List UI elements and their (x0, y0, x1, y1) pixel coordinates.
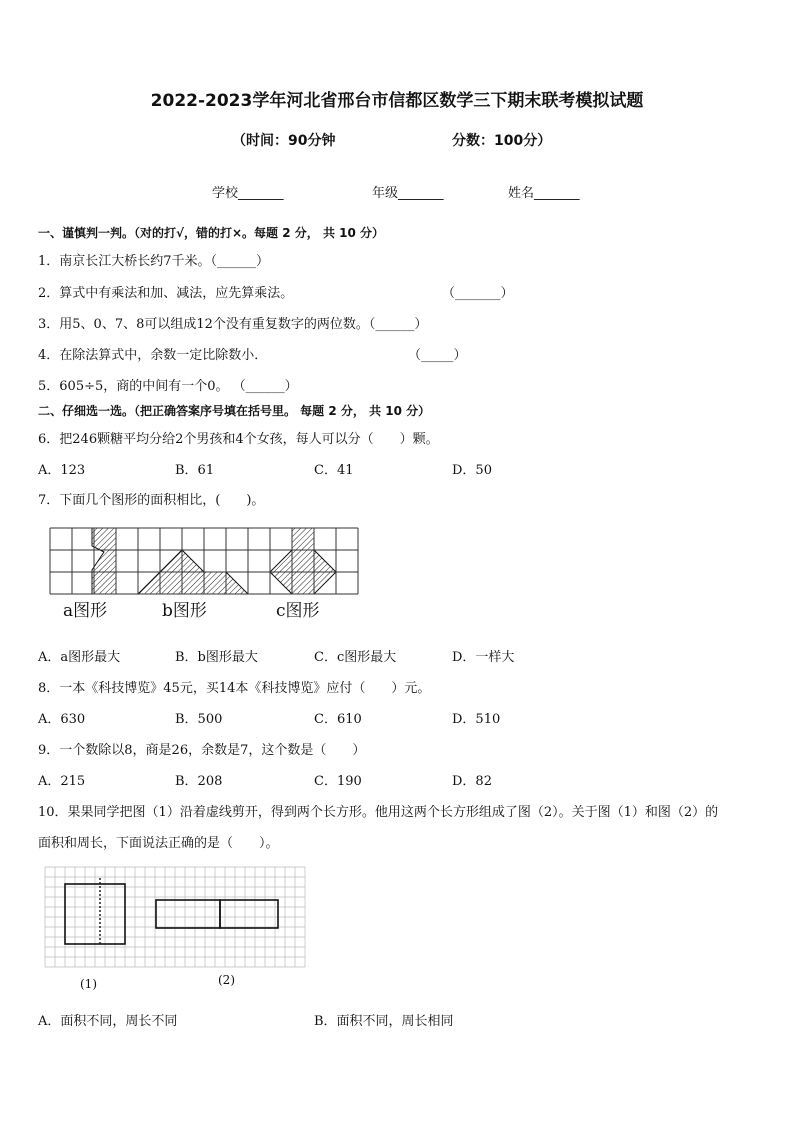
grade-field: 年级_______ (372, 186, 444, 201)
exam-time: （时间：90分钟 (232, 133, 336, 149)
shape-a (92, 528, 116, 594)
q6-option-d: D．50 (452, 463, 492, 478)
q6-option-a: A．123 (38, 463, 86, 478)
q10-option-b: B．面积不同，周长相同 (314, 1014, 454, 1029)
question-3: 3．用5、0、7、8可以组成12个没有重复数字的两位数。（______） (38, 317, 428, 332)
q9-option-b: B．208 (175, 774, 223, 789)
fig2-rect-left (156, 900, 220, 928)
question-5: 5．605÷5，商的中间有一个0。 （______） (38, 379, 298, 394)
question-8: 8．一本《科技博览》45元，买14本《科技博览》应付（ ）元。 (38, 681, 431, 696)
q6-option-b: B．61 (175, 463, 215, 478)
question-4: 4．在除法算式中，余数一定比除数小． (38, 348, 268, 363)
exam-score: 分数：100分） (452, 133, 552, 149)
question-7: 7．下面几个图形的面积相比，( )。 (38, 493, 265, 508)
q9-option-d: D．82 (452, 774, 492, 789)
q7-option-a: A．a图形最大 (38, 650, 121, 665)
question-2-blank: （_______） (442, 286, 514, 301)
q7-hatched-shapes (92, 528, 336, 594)
section1-header: 一、谨慎判一判。（对的打√，错的打×。每题 2 分， 共 10 分） (38, 226, 384, 240)
q7-option-d: D．一样大 (452, 650, 515, 665)
q8-option-d: D．510 (452, 712, 501, 727)
question-10-line2: 面积和周长，下面说法正确的是（ ）。 (38, 836, 279, 851)
question-6: 6．把246颗糖平均分给2个男孩和4个女孩，每人可以分（ ）颗。 (38, 432, 439, 447)
q7-figure (48, 526, 368, 622)
question-4-blank: （_____） (408, 348, 467, 363)
question-1: 1．南京长江大桥长约7千米。（______） (38, 254, 270, 269)
q9-option-a: A．215 (38, 774, 86, 789)
shape-c (270, 528, 336, 594)
question-2: 2．算式中有乘法和加、减法，应先算乘法。 (38, 286, 294, 301)
section2-header: 二、仔细选一选。（把正确答案序号填在括号里。 每题 2 分， 共 10 分） (38, 404, 431, 418)
q8-option-a: A．630 (38, 712, 86, 727)
label-b: b图形 (162, 601, 207, 621)
fig1-label: (1) (80, 977, 97, 991)
q6-option-c: C．41 (314, 463, 354, 478)
q8-option-b: B．500 (175, 712, 223, 727)
q7-option-c: C．c图形最大 (314, 650, 397, 665)
exam-title: 2022-2023学年河北省邢台市信都区数学三下期末联考模拟试题 (150, 91, 644, 111)
label-a: a图形 (63, 601, 108, 621)
fig2-label: (2) (218, 973, 235, 987)
q10-figure (40, 862, 310, 997)
name-field: 姓名_______ (508, 186, 580, 201)
q9-option-c: C．190 (314, 774, 362, 789)
school-field: 学校_______ (212, 186, 284, 201)
q8-option-c: C．610 (314, 712, 362, 727)
question-9: 9．一个数除以8，商是26，余数是7，这个数是（ ） (38, 743, 366, 758)
q10-option-a: A．面积不同，周长不同 (38, 1014, 178, 1029)
label-c: c图形 (276, 601, 320, 621)
question-10-line1: 10．果果同学把图（1）沿着虚线剪开，得到两个长方形。他用这两个长方形组成了图（2）。关于图（1）和图（2）的 (38, 805, 719, 820)
fig2-rect-right (220, 900, 278, 928)
q7-option-b: B．b图形最大 (175, 650, 258, 665)
